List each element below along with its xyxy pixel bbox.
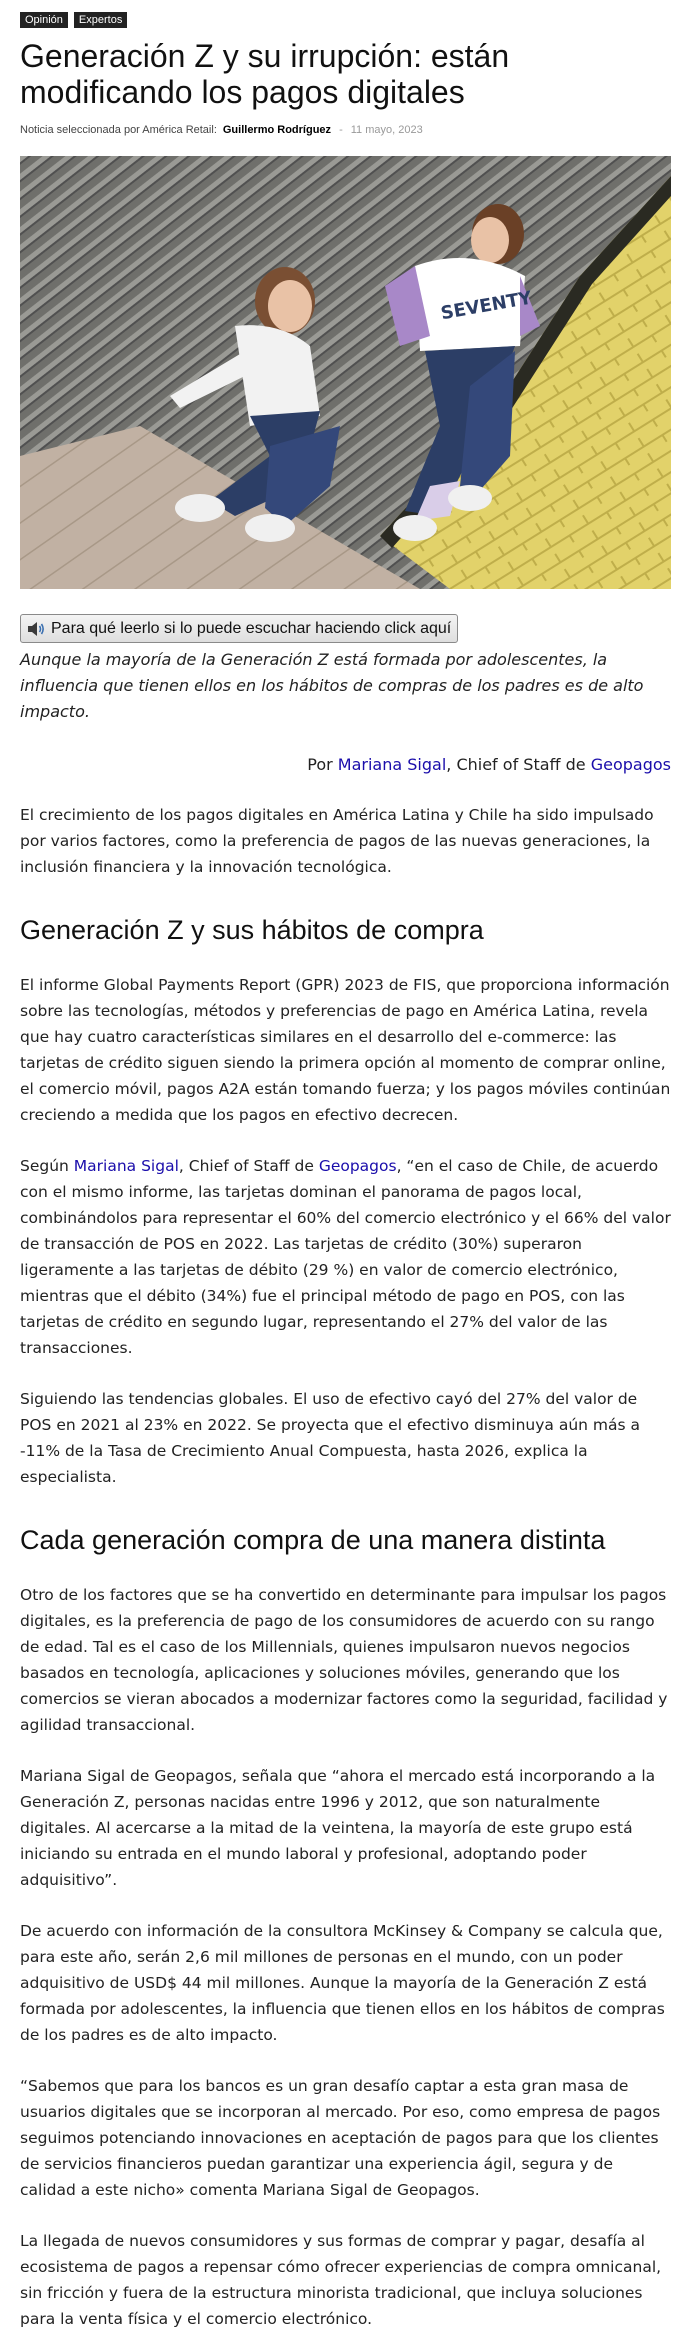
- category-tag-expertos[interactable]: Expertos: [74, 12, 127, 28]
- paragraph-gpr-report: El informe Global Payments Report (GPR) 2023 de FIS, que proporciona información sobre las tecnologías, métodos y preferencias de pago en América Latina, revela que hay cuatro características similares en el desarrollo del e-commerce: las tarjetas de crédito siguen siendo la primera opción al momento de comprar online, el comercio móvil, pagos A2A están tomando fuerza; y los pagos móviles continúan creciendo a medida que los pagos en efectivo decrecen.: [20, 976, 671, 1124]
- p2-company-link[interactable]: Geopagos: [318, 1157, 397, 1175]
- p2-author-link[interactable]: Mariana Sigal: [73, 1157, 179, 1175]
- article-byline: [20, 753, 671, 777]
- meta-separator: -: [339, 124, 343, 136]
- byline-author-link[interactable]: Mariana Sigal: [337, 755, 447, 774]
- paragraph-chile-cards: [20, 1153, 671, 1361]
- intro-paragraph: El crecimiento de los pagos digitales en América Latina y Chile ha sido impulsado por varios factores, como la preferencia de pagos de las nuevas generaciones, la inclusión financiera y la innovación tecnológica.: [20, 806, 654, 876]
- paragraph-cash-trends: Siguiendo las tendencias globales. El uso de efectivo cayó del 27% del valor de POS en 2021 al 23% en 2022. Se proyecta que el efectivo disminuya aún más a -11% de la Tasa de Crecimiento Anual Compuesta, hasta 2026, explica la especialista.: [20, 1390, 641, 1486]
- byline-prefix: Por: [307, 755, 338, 774]
- p2-prefix: Según: [20, 1157, 74, 1175]
- meta-date: 11 mayo, 2023: [350, 124, 423, 136]
- paragraph-millennials: Otro de los factores que se ha convertido en determinante para impulsar los pagos digitales, es la preferencia de pago de los consumidores de acuerdo con su rango de edad. Tal es el caso de los Millennials, quienes impulsaron nuevos negocios basados en tecnología, aplicaciones y soluciones móviles, generando que los comercios se vieran abocados a modernizar factores como la seguridad, facilidad y agilidad transaccional.: [20, 1586, 668, 1734]
- category-tags: [20, 0, 671, 28]
- listen-audio-label: Para qué leerlo si lo puede escuchar haciendo click aquí: [51, 619, 452, 637]
- article-lede: Aunque la mayoría de la Generación Z está formada por adolescentes, la influencia que tienen ellos en los hábitos de compras de los padres es de alto impacto.: [20, 650, 644, 721]
- hero-image: [20, 156, 671, 589]
- category-tag-opinion[interactable]: Opinión: [20, 12, 68, 28]
- p2-rest: , “en el caso de Chile, de acuerdo con el mismo informe, las tarjetas dominan el panorama de pagos local, combinándolos para representar el 60% del comercio electrónico y el 66% del valor de transacción de POS en 2022. Las tarjetas de crédito (30%) superaron ligeramente a las tarjetas de débito (29 %) en valor de comercio electrónico, mientras que el débito (34%) fue el principal método de pago en POS, con las tarjetas de crédito en segundo lugar, representando el 27% del valor de las transacciones.: [20, 1157, 671, 1357]
- listen-audio-button[interactable]: [20, 614, 458, 643]
- meta-source: Noticia seleccionada por América Retail:: [20, 124, 217, 136]
- article-title: Generación Z y su irrupción: están modificando los pagos digitales: [20, 38, 510, 110]
- section-heading-generaciones: Cada generación compra de una manera distinta: [20, 1525, 606, 1555]
- paragraph-banks-quote: “Sabemos que para los bancos es un gran desafío captar a esta gran masa de usuarios digitales que se incorporan al mercado. Por eso, como empresa de pagos seguimos potenciando innovaciones en aceptación de pagos para que los clientes de servicios financieros puedan garantizar una experiencia ágil, segura y de calidad a este nicho» comenta Mariana Sigal de Geopagos.: [20, 2077, 661, 2199]
- paragraph-omnichannel: La llegada de nuevos consumidores y sus formas de comprar y pagar, desafía al ecosistema de pagos a repensar cómo ofrecer experiencias de compra omnicanal, sin fricción y fuera de la estructura minorista tradicional, que incluya soluciones para la venta física y el comercio electrónico.: [20, 2232, 662, 2328]
- p2-role: , Chief of Staff de: [178, 1157, 319, 1175]
- paragraph-generation-z: Mariana Sigal de Geopagos, señala que “ahora el mercado está incorporando a la Generación Z, personas nacidas entre 1996 y 2012, que son naturalmente digitales. Al acercarse a la mitad de la veintena, la mayoría de este grupo está iniciando su entrada en el mundo laboral y profesional, adoptando poder adquisitivo”.: [20, 1767, 656, 1889]
- article-meta: [20, 124, 671, 136]
- byline-company-link[interactable]: Geopagos: [590, 755, 671, 774]
- shirt-print-text: SEVENTY: [439, 287, 534, 325]
- byline-role: , Chief of Staff de: [446, 755, 591, 774]
- meta-author-link[interactable]: Guillermo Rodríguez: [222, 124, 332, 136]
- paragraph-mckinsey: De acuerdo con información de la consultora McKinsey & Company se calcula que, para este año, serán 2,6 mil millones de personas en el mundo, con un poder adquisitivo de USD$ 44 mil millones. Aunque la mayoría de la Generación Z está formada por adolescentes, la influencia que tienen ellos en los hábitos de compras de los padres es de alto impacto.: [20, 1922, 665, 2044]
- speaker-icon: [27, 621, 45, 637]
- section-heading-habitos: Generación Z y sus hábitos de compra: [20, 915, 484, 945]
